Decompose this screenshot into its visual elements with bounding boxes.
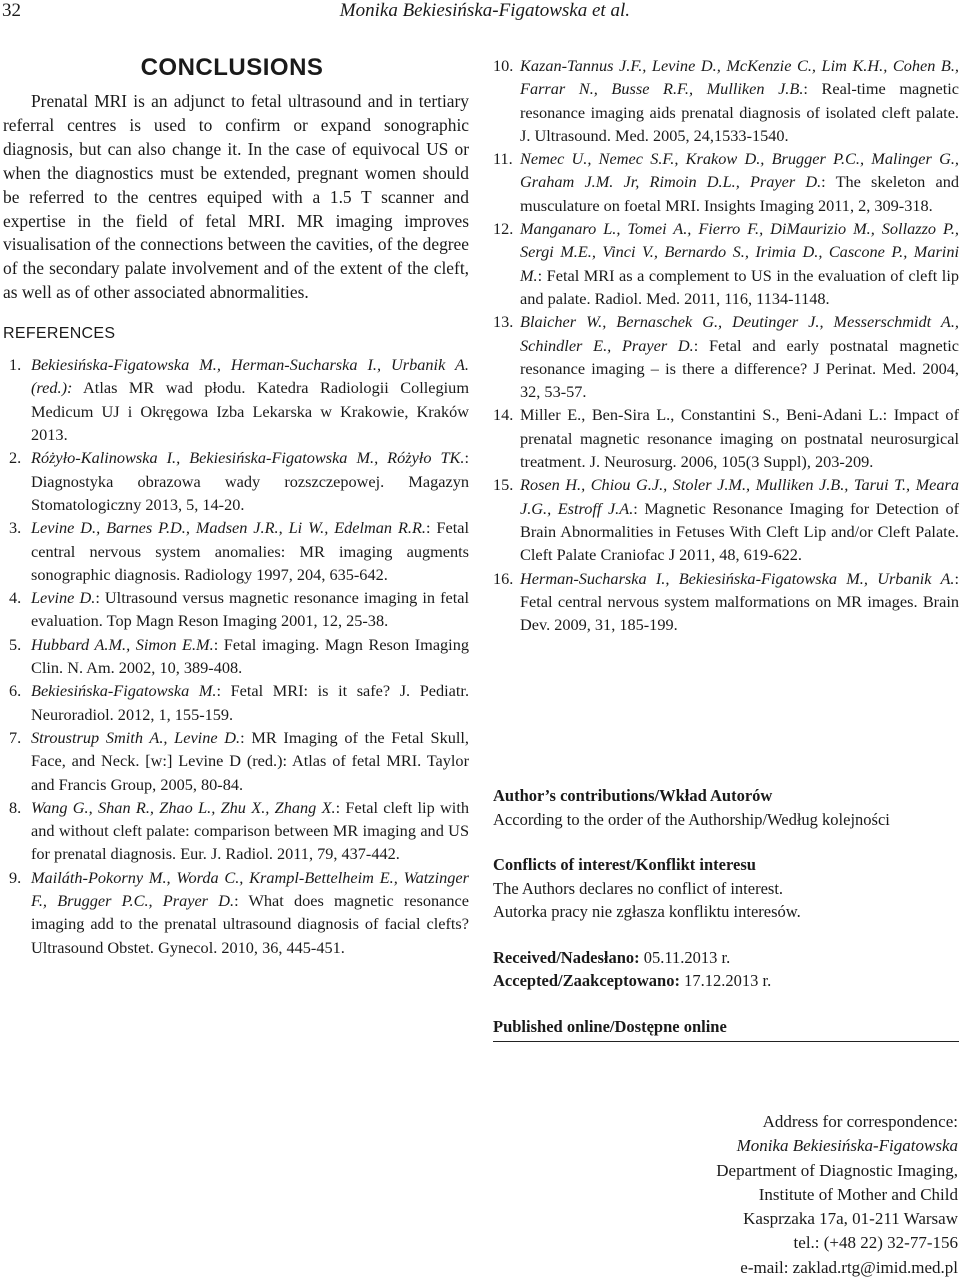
- left-column: [3, 54, 469, 959]
- reference-authors: Wang G., Shan R., Zhao L., Zhu X., Zhang X.: [31, 797, 336, 817]
- reference-authors: Różyło-Kalinowska I., Bekiesińska-Figatowska M., Różyło TK.: [31, 448, 465, 468]
- reference-authors: Bekiesińska-Figatowska M., Herman-Sucharska I., Urbanik A. (red.):: [31, 355, 469, 398]
- reference-authors: Hubbard A.M., Simon E.M.: [31, 634, 214, 654]
- reference-text: : What does magnetic resonance imaging add to the prenatal ultrasound diagnosis of facial clefts? Ultrasound Obstet. Gynecol. 2010, 36, 445-451.: [31, 890, 469, 957]
- reference-item: [3, 586, 469, 633]
- reference-authors: Stroustrup Smith A., Levine D.: [31, 727, 241, 747]
- reference-text: Atlas MR wad płodu. Katedra Radiologii Collegium Medicum UJ i Okręgowa Izba Lekarska w Krakowie, Kraków 2013.: [31, 378, 469, 445]
- reference-text: : Fetal MRI: is it safe? J. Pediatr. Neuroradiol. 2012, 1, 155-159.: [31, 681, 470, 724]
- reference-number: 3.: [9, 518, 22, 538]
- page-number: 32: [2, 0, 21, 21]
- reference-authors: Rosen H., Chiou G.J., Stoler J.M., Mulliken J.B., Tarui T., Meara J.G., Estroff J.A.: [520, 475, 959, 518]
- reference-item: [3, 679, 469, 726]
- reference-number: 12.: [493, 219, 514, 239]
- reference-text: : MR Imaging of the Fetal Skull, Face, and Neck. [w:] Levine D (red.): Atlas of fetal MRI. Taylor and Francis Group, 2005, 80-84.: [31, 727, 469, 794]
- reference-authors: Levine D., Barnes P.D., Madsen J.R., Li W., Edelman R.R.: [31, 518, 426, 538]
- reference-item: [493, 310, 959, 403]
- address-line-3: Kasprzaka 17a, 01-211 Warsaw: [743, 1209, 958, 1229]
- reference-authors: Nemec U., Nemec S.F., Krakow D., Brugger P.C., Malinger G., Graham J.M. Jr, Rimoin D.L., Prayer D.: [520, 149, 959, 192]
- article-meta: [493, 784, 959, 1042]
- conclusions-text: Prenatal MRI is an adjunct to fetal ultrasound and in tertiary referral centres is used to confirm or expand sonographic diagnosis, but can also change it. In the case of equivocal US or when the diagnostics must be extended, pregnant women should be referred to the centres equiped with a 1.5 T scanner and expertise in the field of fetal MRI. MR imaging improves visualisation of the connections between the cavities, of the degree of the secondary palate involvement and of the extent of the cleft, as well as of other associated abnormalities.: [3, 91, 469, 303]
- reference-item: [493, 217, 959, 310]
- reference-number: 5.: [9, 634, 22, 654]
- reference-number: 10.: [493, 56, 514, 75]
- conflicts-block: [493, 853, 959, 924]
- reference-text: : Magnetic Resonance Imaging for Detection of Brain Abnormalities in Fetuses With Cleft Lip and/or Cleft Palate. Cleft Palate Craniofac J 2011, 48, 619-622.: [520, 498, 960, 565]
- reference-number: 13.: [493, 312, 514, 332]
- reference-text: : Diagnostyka obrazowa wady rozszczepowej. Magazyn Stomatologiczny 2013, 5, 14-20.: [31, 448, 469, 514]
- right-column: [493, 54, 959, 636]
- reference-authors: Levine D.: [31, 588, 96, 608]
- reference-item: [493, 147, 959, 217]
- correspondence-address: [716, 1110, 958, 1280]
- address-line-2: Institute of Mother and Child: [758, 1184, 958, 1204]
- reference-list-right: [493, 54, 959, 636]
- reference-text: : Fetal central nervous system malformations on MR images. Brain Dev. 2009, 31, 185-199.: [520, 568, 959, 635]
- conflicts-line-pl: Autorka pracy nie zgłasza konfliktu interesów.: [493, 902, 801, 921]
- reference-list-left: [3, 353, 469, 959]
- reference-number: 2.: [9, 448, 22, 468]
- reference-number: 7.: [9, 727, 22, 747]
- contributions-heading: Author’s contributions/Wkład Autorów: [493, 786, 773, 805]
- accepted-date: Accepted/Zaakceptowano: 17.12.2013 r.: [493, 971, 772, 990]
- contributions-block: [493, 784, 959, 831]
- reference-item: [493, 567, 959, 637]
- reference-text: : Fetal MRI as a complement to US in the evaluation of cleft lip and palate. Radiol. Med. 2011, 116, 1134-1148.: [520, 265, 959, 308]
- reference-number: 4.: [9, 588, 22, 608]
- dates-block: [493, 946, 959, 993]
- received-date: Received/Nadesłano: 05.11.2013 r.: [493, 947, 731, 967]
- address-label: Address for correspondence:: [762, 1112, 958, 1131]
- reference-text: : Fetal imaging. Magn Reson Imaging Clin. N. Am. 2002, 10, 389-408.: [31, 634, 469, 678]
- reference-item: [493, 54, 959, 147]
- reference-item: [3, 726, 469, 796]
- address-line-1: Department of Diagnostic Imaging,: [716, 1160, 958, 1180]
- reference-authors: Bekiesińska-Figatowska M.: [31, 681, 217, 701]
- reference-item: [3, 516, 469, 586]
- reference-item: [3, 633, 469, 680]
- reference-text: Miller E., Ben-Sira L., Constantini S., Beni-Adani L.: Impact of prenatal magnetic resonance imaging on postnatal neurosurgical treatment. J. Neurosurg. 2006, 105(3 Suppl), 203-209.: [520, 405, 959, 472]
- address-name: Monika Bekiesińska-Figatowska: [736, 1136, 958, 1156]
- reference-item: [3, 866, 469, 959]
- reference-authors: Herman-Sucharska I., Bekiesińska-Figatowska M., Urbanik A.: [520, 568, 955, 588]
- reference-item: [3, 353, 469, 446]
- references-heading: REFERENCES: [3, 325, 116, 343]
- address-email: e-mail: zaklad.rtg@imid.med.pl: [740, 1257, 958, 1277]
- conclusions-heading: CONCLUSIONS: [140, 54, 324, 81]
- reference-authors: Manganaro L., Tomei A., Fierro F., DiMaurizio M., Sollazzo P., Sergi M.E., Vinci V., Bernardo S., Irimia D., Cascone P., Marini M.: [520, 219, 959, 285]
- reference-item: [3, 796, 469, 866]
- conflicts-heading: Conflicts of interest/Konflikt interesu: [493, 855, 756, 874]
- reference-authors: Mailáth-Pokorny M., Worda C., Krampl-Bettelheim E., Watzinger F., Brugger P.C., Prayer D.: [31, 867, 469, 910]
- reference-authors: Kazan-Tannus J.F., Levine D., McKenzie C., Lim K.H., Cohen B., Farrar N., Busse R.F., Mulliken J.B.: [520, 56, 959, 99]
- reference-number: 16.: [493, 568, 514, 588]
- reference-authors: Blaicher W., Bernaschek G., Deutinger J., Messerschmidt A., Schindler E., Prayer D.: [520, 312, 959, 355]
- reference-number: 15.: [493, 475, 514, 495]
- reference-text: : Fetal cleft lip with and without cleft palate: comparison between MR imaging and US for prenatal diagnosis. Eur. J. Radiol. 2011, 79, 437-442.: [31, 797, 469, 864]
- contributions-text: According to the order of the Authorship/Według kolejności: [493, 809, 890, 829]
- reference-item: [493, 403, 959, 473]
- reference-text: : Ultrasound versus magnetic resonance imaging in fetal evaluation. Top Magn Reson Imaging 2001, 12, 25-38.: [31, 588, 470, 631]
- reference-text: : Fetal central nervous system anomalies: MR imaging augments sonographic diagnosis. Radiology 1997, 204, 635-642.: [31, 518, 469, 584]
- reference-number: 11.: [493, 149, 513, 169]
- published-online: Published online/Dostępne online: [493, 1015, 959, 1043]
- reference-item: [493, 473, 959, 566]
- reference-number: 14.: [493, 405, 514, 425]
- conflicts-line-en: The Authors declares no conflict of interest.: [493, 878, 784, 898]
- reference-text: : Fetal and early postnatal magnetic resonance imaging – is there a difference? J Perinat. Med. 2004, 32, 53-57.: [520, 335, 959, 402]
- reference-item: [3, 446, 469, 516]
- reference-number: 6.: [9, 681, 22, 701]
- reference-number: 9.: [9, 867, 22, 887]
- reference-text: : Real-time magnetic resonance imaging aids prenatal diagnosis of isolated cleft palate. J. Ultrasound. Med. 2005, 24,1533-1540.: [520, 79, 959, 145]
- reference-number: 8.: [9, 797, 22, 817]
- reference-number: 1.: [9, 355, 22, 375]
- address-phone: tel.: (+48 22) 32-77-156: [793, 1233, 958, 1253]
- running-header-authors: Monika Bekiesińska-Figatowska et al.: [339, 0, 630, 21]
- reference-text: : The skeleton and musculature on foetal MRI. Insights Imaging 2011, 2, 309-318.: [520, 172, 959, 215]
